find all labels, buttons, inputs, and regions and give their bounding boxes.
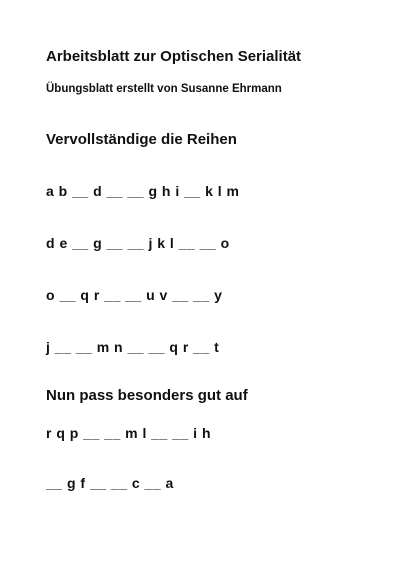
letter-sequence-row: j __ __ m n __ __ q r __ t [46, 339, 220, 355]
section-heading-complete-rows: Vervollständige die Reihen [46, 131, 237, 148]
page-subtitle: Übungsblatt erstellt von Susanne Ehrmann [46, 83, 282, 95]
reverse-letter-sequence-row: __ g f __ __ c __ a [46, 475, 174, 491]
letter-sequence-row: d e __ g __ __ j k l __ __ o [46, 235, 230, 251]
page-title: Arbeitsblatt zur Optischen Serialität [46, 48, 302, 65]
section-heading-pay-attention: Nun pass besonders gut auf [46, 387, 248, 404]
reverse-letter-sequence-row: r q p __ __ m l __ __ i h [46, 425, 212, 441]
letter-sequence-row: o __ q r __ __ u v __ __ y [46, 287, 223, 303]
letter-sequence-row: a b __ d __ __ g h i __ k l m [46, 183, 240, 199]
